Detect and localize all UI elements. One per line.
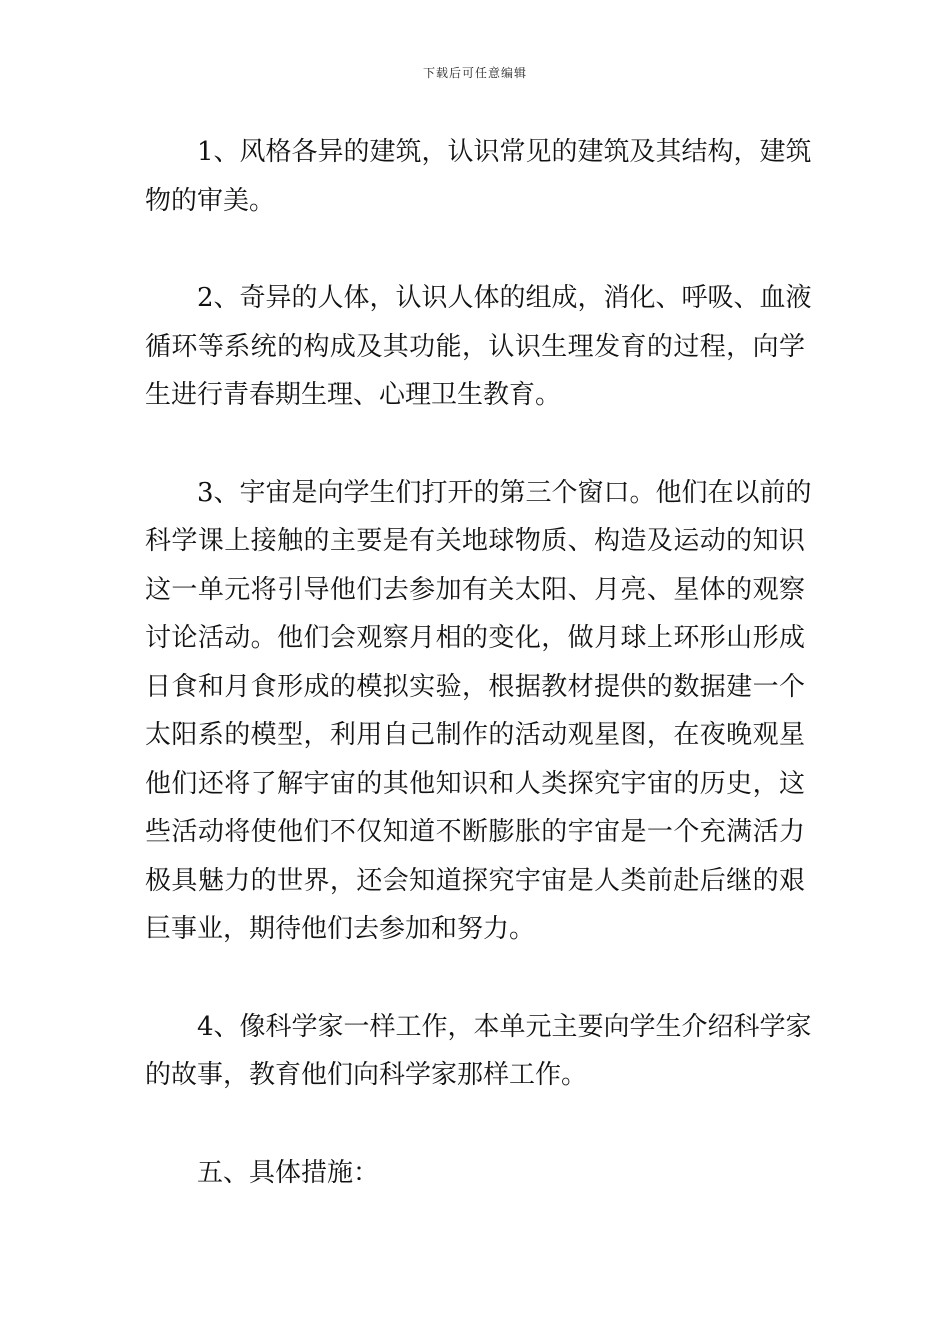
paragraph-2 bbox=[145, 274, 812, 420]
paragraph-line: 太阳系的模型，利用自己制作的活动观星图，在夜晚观星 bbox=[145, 720, 805, 750]
paragraph-line: 2、奇异的人体，认识人体的组成，消化、呼吸、血液 bbox=[197, 283, 812, 313]
paragraph-line: 的故事，教育他们向科学家那样工作。 bbox=[145, 1060, 588, 1090]
paragraph-line: 循环等系统的构成及其功能，认识生理发育的过程，向学 bbox=[145, 331, 805, 362]
paragraph-line: 3、宇宙是向学生们打开的第三个窗口。他们在以前的 bbox=[197, 477, 812, 508]
paragraph-line: 科学课上接触的主要是有关地球物质、构造及运动的知识 bbox=[145, 526, 805, 556]
paragraph-line: 他们还将了解宇宙的其他知识和人类探究宇宙的历史，这 bbox=[145, 768, 805, 799]
paragraph-line: 巨事业，期待他们去参加和努力。 bbox=[145, 914, 536, 944]
paragraph-3 bbox=[145, 469, 812, 954]
paragraph-line: 4、像科学家一样工作，本单元主要向学生介绍科学家 bbox=[197, 1011, 812, 1042]
paragraph-line: 这一单元将引导他们去参加有关太阳、月亮、星体的观察 bbox=[145, 574, 805, 605]
paragraph-line: 极具魅力的世界，还会知道探究宇宙是人类前赴后继的艰 bbox=[145, 865, 805, 896]
paragraph-line: 1、风格各异的建筑，认识常见的建筑及其结构，建筑 bbox=[197, 137, 812, 167]
document-body bbox=[145, 128, 812, 1246]
paragraph-line: 日食和月食形成的模拟实验，根据教材提供的数据建一个 bbox=[145, 671, 805, 702]
paragraph-4 bbox=[145, 1003, 812, 1100]
page-header: 下载后可任意编辑 bbox=[422, 66, 527, 80]
paragraph-line: 生进行青春期生理、心理卫生教育。 bbox=[145, 380, 562, 410]
paragraph-line: 些活动将使他们不仅知道不断膨胀的宇宙是一个充满活力 bbox=[145, 817, 805, 847]
paragraph-line: 讨论活动。他们会观察月相的变化，做月球上环形山形成 bbox=[145, 623, 805, 653]
paragraph-1 bbox=[145, 128, 812, 225]
paragraph-line: 物的审美。 bbox=[145, 185, 276, 216]
section-heading-text: 五、具体措施： bbox=[197, 1157, 380, 1188]
section-heading bbox=[145, 1149, 805, 1198]
